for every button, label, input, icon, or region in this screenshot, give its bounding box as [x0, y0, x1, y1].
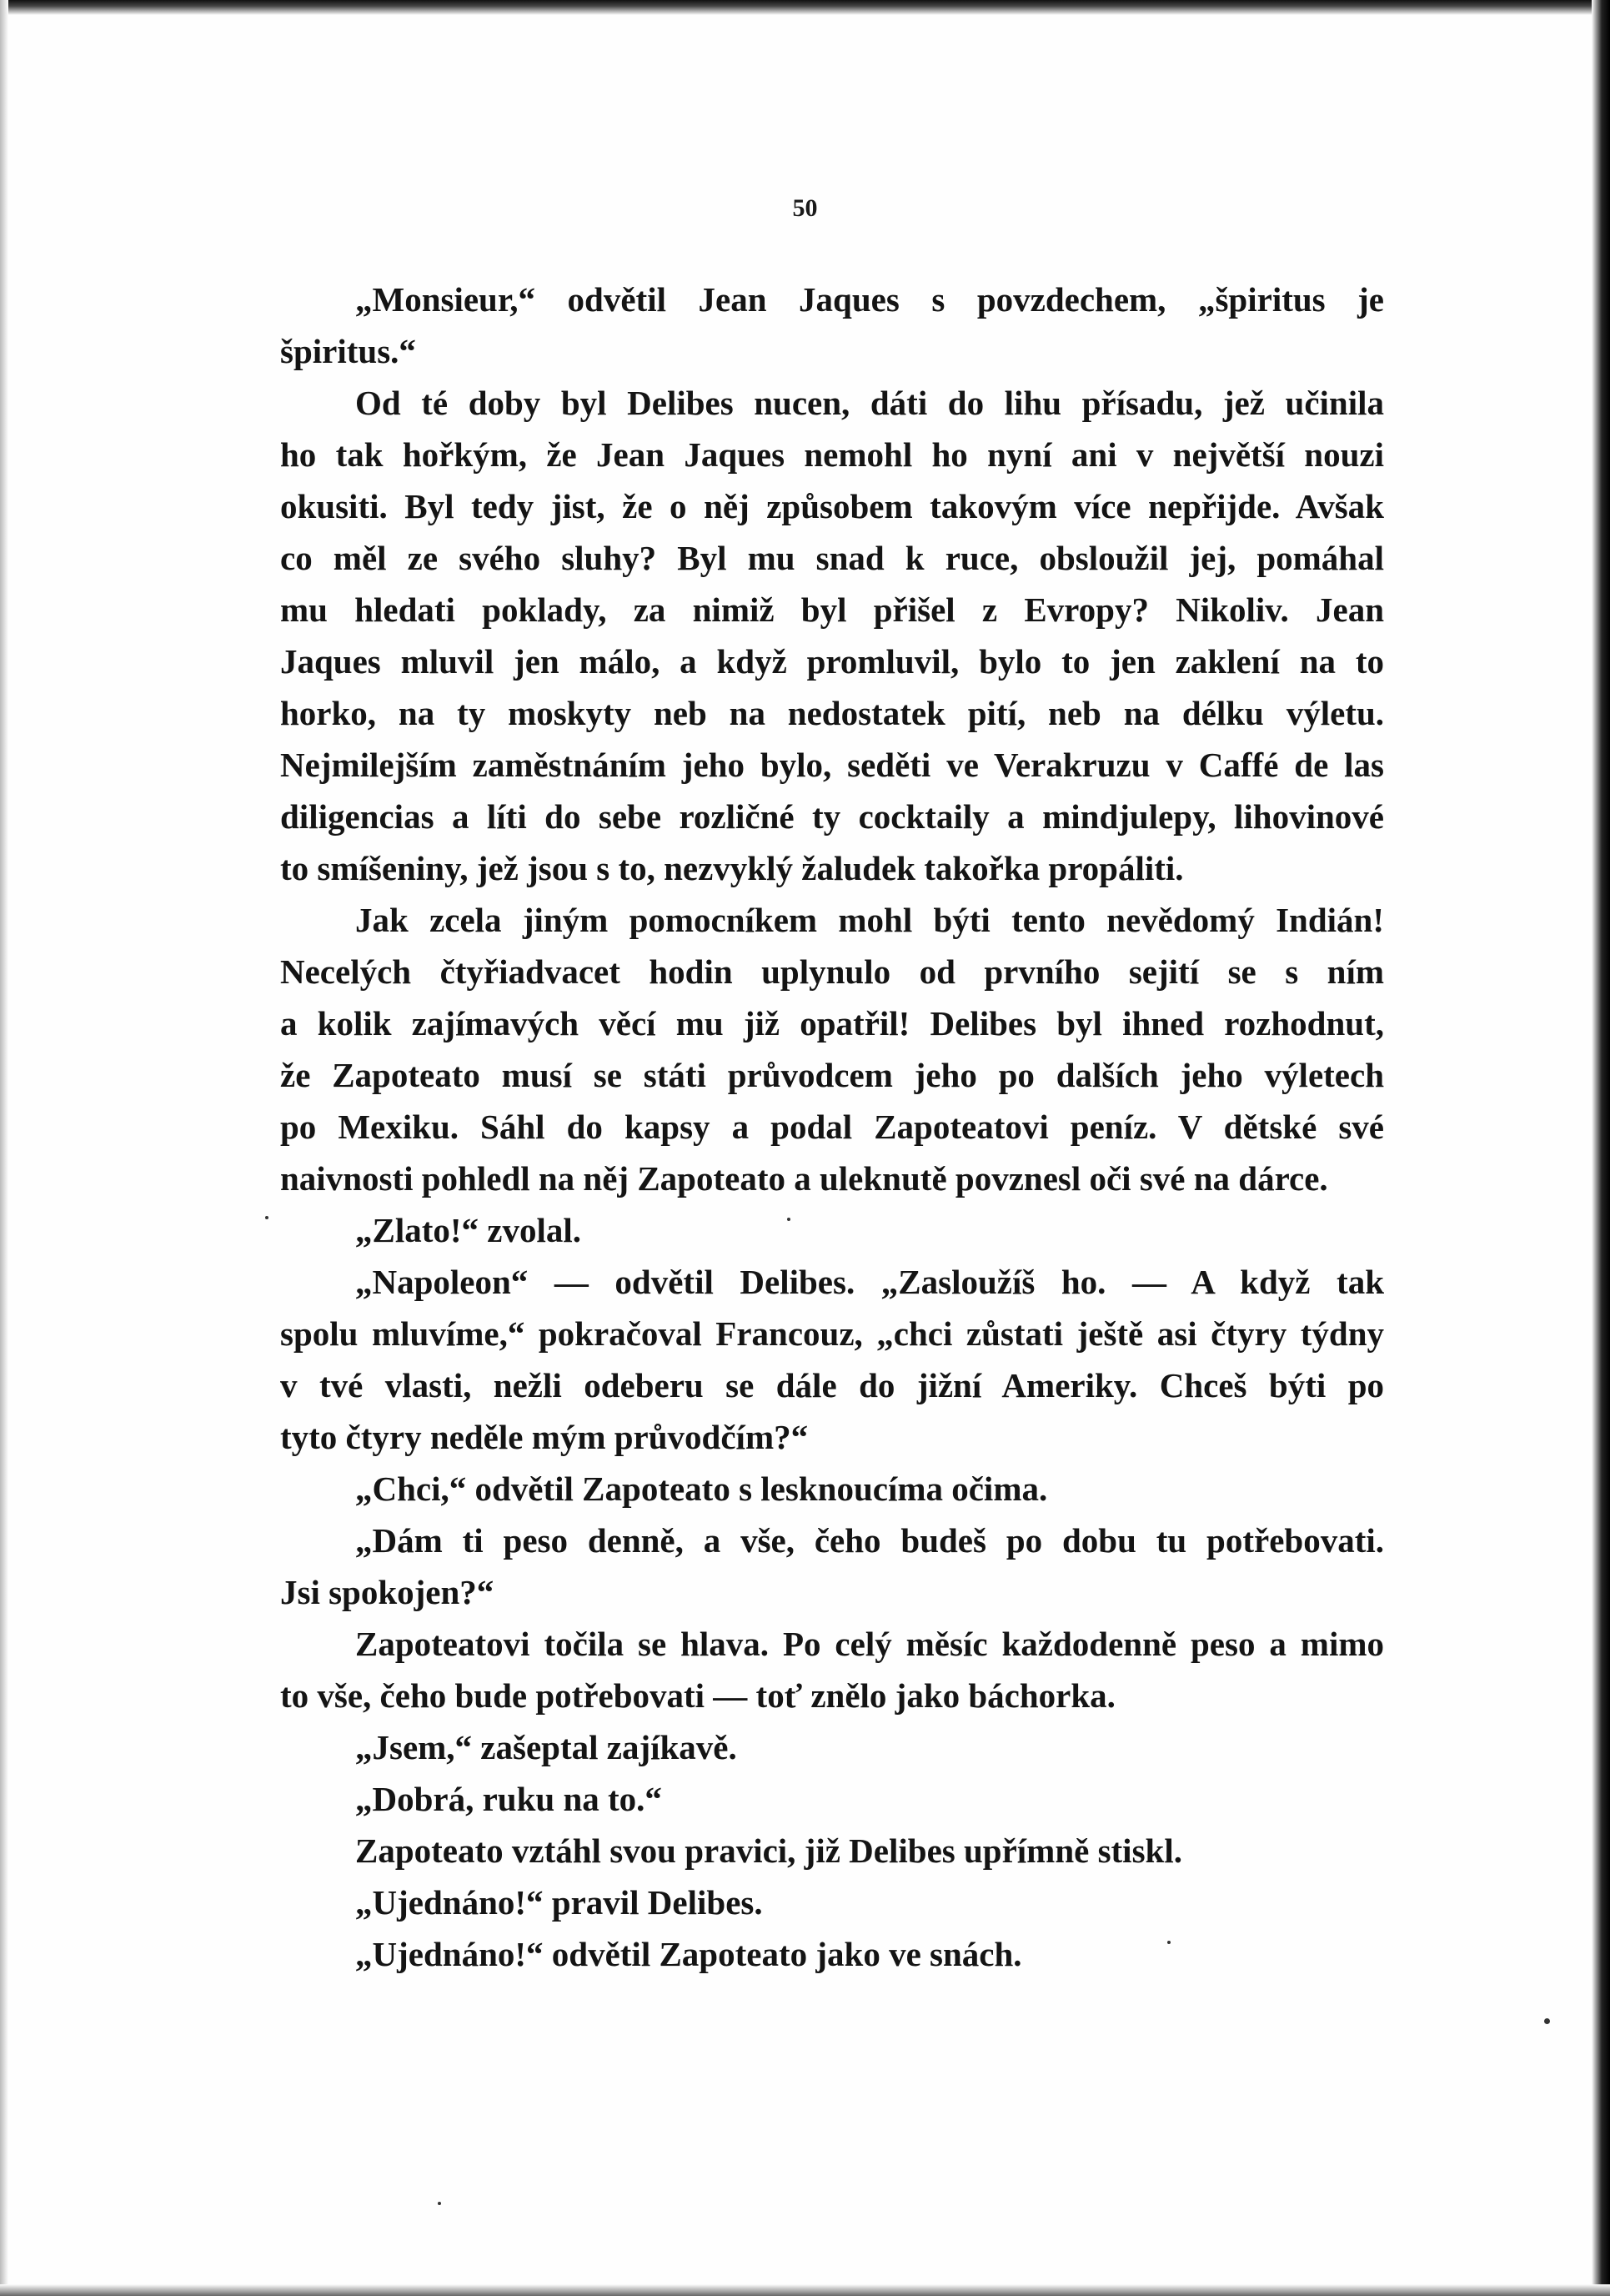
scan-speck [438, 2202, 441, 2205]
text-line: horko, na ty moskyty neb na nedostatek pití, neb na délku výletu. [280, 694, 1384, 732]
text-line: „Dám ti peso denně, a vše, čeho budeš po dobu tu potřebovati. [355, 1521, 1384, 1560]
text-line: po Mexiku. Sáhl do kapsy a podal Zapoteatovi peníz. V dětské své [280, 1108, 1384, 1146]
text-line: „Dobrá, ruku na to.“ [355, 1780, 662, 1818]
text-line: mu hledati poklady, za nimiž byl přišel z Evropy? Nikoliv. Jean [280, 590, 1384, 629]
scan-edge-right [1592, 0, 1610, 2296]
text-line: naivnosti pohledl na něj Zapoteato a uleknutě povznesl oči své na dárce. [280, 1159, 1328, 1198]
text-line: „Chci,“ odvětil Zapoteato s lesknoucíma očima. [355, 1470, 1048, 1508]
text-line: diligencias a líti do sebe rozličné ty cocktaily a mindjulepy, lihovinové [280, 797, 1384, 836]
text-line: a kolik zajímavých věcí mu již opatřil! Delibes byl ihned rozhodnut, [280, 1004, 1384, 1042]
scan-speck [265, 1216, 268, 1219]
text-line: Nejmilejším zaměstnáním jeho bylo, seděti ve Verakruzu v Caffé de las [280, 746, 1384, 784]
text-line: Jak zcela jiným pomocníkem mohl býti tento nevědomý Indián! [355, 901, 1384, 939]
text-line: „Zlato!“ zvolal. [355, 1211, 582, 1249]
text-line: „Monsieur,“ odvětil Jean Jaques s povzdechem, „špiritus je [355, 280, 1384, 319]
scan-edge-top [0, 0, 1610, 15]
text-line: Od té doby byl Delibes nucen, dáti do lihu přísadu, jež učinila [355, 384, 1384, 422]
text-line: „Napoleon“ — odvětil Delibes. „Zasloužíš ho. — A když tak [355, 1263, 1384, 1301]
text-line: „Ujednáno!“ odvětil Zapoteato jako ve snách. [355, 1935, 1022, 1973]
text-line: okusiti. Byl tedy jist, že o něj způsobem takovým více nepřijde. Avšak [280, 487, 1384, 525]
text-line: Zapoteato vztáhl svou pravici, již Delibes upřímně stiskl. [355, 1831, 1182, 1870]
text-line: Necelých čtyřiadvacet hodin uplynulo od prvního sejití se s ním [280, 952, 1384, 991]
text-line: ho tak hořkým, že Jean Jaques nemohl ho nyní ani v největší nouzi [280, 435, 1384, 474]
page-number: 50 [792, 194, 818, 222]
text-line: to vše, čeho bude potřebovati — toť znělo jako báchorka. [280, 1676, 1116, 1715]
text-line: špiritus.“ [280, 332, 416, 370]
text-line: Jsi spokojen?“ [280, 1573, 494, 1611]
text-line: v tvé vlasti, nežli odeberu se dále do jižní Ameriky. Chceš býti po [280, 1366, 1384, 1404]
text-line: že Zapoteato musí se státi průvodcem jeho po dalších jeho výletech [280, 1056, 1384, 1094]
body-text [280, 274, 1384, 1980]
text-line: „Ujednáno!“ pravil Delibes. [355, 1883, 763, 1922]
text-line: Jaques mluvil jen málo, a když promluvil, bylo to jen zaklení na to [280, 642, 1384, 681]
text-line: co měl ze svého sluhy? Byl mu snad k ruce, obsloužil jej, pomáhal [280, 539, 1384, 577]
scan-edge-left [0, 0, 8, 2296]
text-line: spolu mluvíme,“ pokračoval Francouz, „chci zůstati ještě asi čtyry týdny [280, 1314, 1384, 1353]
scan-speck [1167, 1941, 1171, 1944]
text-line: Zapoteatovi točila se hlava. Po celý měsíc každodenně peso a mimo [355, 1625, 1384, 1663]
text-line: tyto čtyry neděle mým průvodčím?“ [280, 1418, 809, 1456]
scan-edge-bottom [0, 2284, 1610, 2296]
scan-speck [1544, 2018, 1550, 2024]
text-line: „Jsem,“ zašeptal zajíkavě. [355, 1728, 737, 1766]
scan-speck [787, 1218, 790, 1221]
text-line: to smíšeniny, jež jsou s to, nezvyklý žaludek takořka propáliti. [280, 849, 1184, 887]
